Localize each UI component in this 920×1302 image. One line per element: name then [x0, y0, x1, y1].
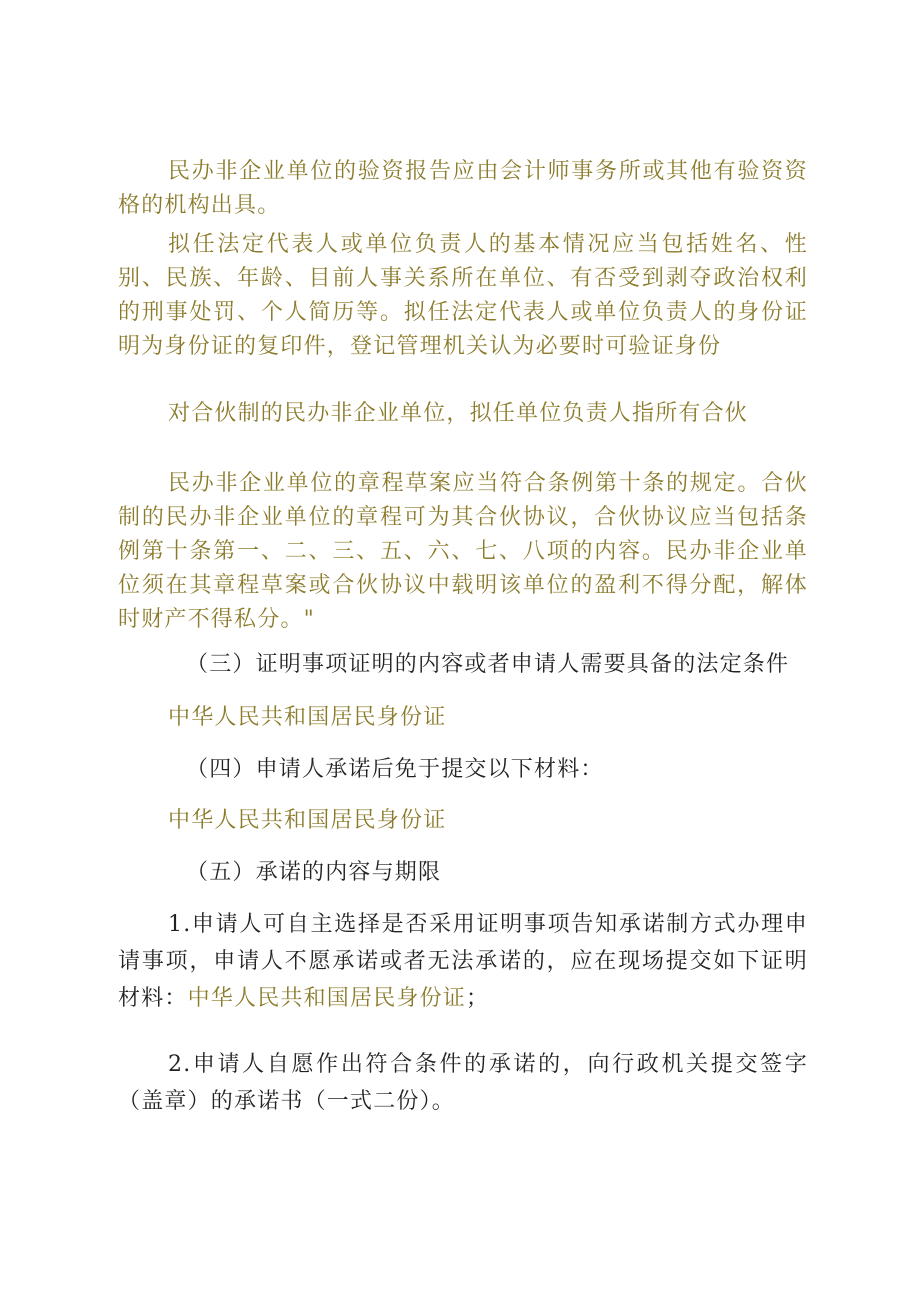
- list-item-1-id-card: 中华人民共和国居民身份证: [187, 986, 467, 1011]
- list-item-2: 2.申请人自愿作出符合条件的承诺的，向行政机关提交签字（盖章）的承诺书（一式二份）。: [118, 1052, 808, 1114]
- section-heading-5: （五）承诺的内容与期限: [186, 860, 442, 885]
- list-item-1-text: 1.申请人可自主选择是否采用证明事项告知承诺制方式办理申请事项，申请人不愿承诺或者无法承诺的，应在现场提交如下证明材料：: [118, 912, 808, 1011]
- paragraph-charter-draft: 民办非企业单位的章程草案应当符合条例第十条的规定。合伙制的民办非企业单位的章程可为其合伙协议，合伙协议应当包括条例第十条第一、二、三、五、六、七、八项的内容。民办非企业单位须在其章程草案或合伙协议中载明该单位的盈利不得分配，解体时财产不得私分。": [118, 471, 808, 632]
- list-item-1-suffix: ；: [466, 986, 490, 1011]
- section-heading-3: （三）证明事项证明的内容或者申请人需要具备的法定条件: [186, 652, 790, 677]
- section-heading-4: （四）申请人承诺后免于提交以下材料：: [186, 757, 604, 782]
- paragraph-legal-representative: 拟任法定代表人或单位负责人的基本情况应当包括姓名、性别、民族、年龄、目前人事关系所在单位、有否受到剥夺政治权利的刑事处罚、个人简历等。拟任法定代表人或单位负责人的身份证明为身份证的复印件，登记管理机关认为必要时可验证身份: [118, 232, 808, 359]
- paragraph-id-card-2: 中华人民共和国居民身份证: [168, 808, 447, 833]
- paragraph-partnership-head: 对合伙制的民办非企业单位，拟任单位负责人指所有合伙: [168, 401, 749, 426]
- paragraph-verification-report: 民办非企业单位的验资报告应由会计师事务所或其他有验资资格的机构出具。: [118, 159, 808, 218]
- list-item-1: [118, 906, 808, 1017]
- paragraph-id-card-1: 中华人民共和国居民身份证: [168, 705, 447, 730]
